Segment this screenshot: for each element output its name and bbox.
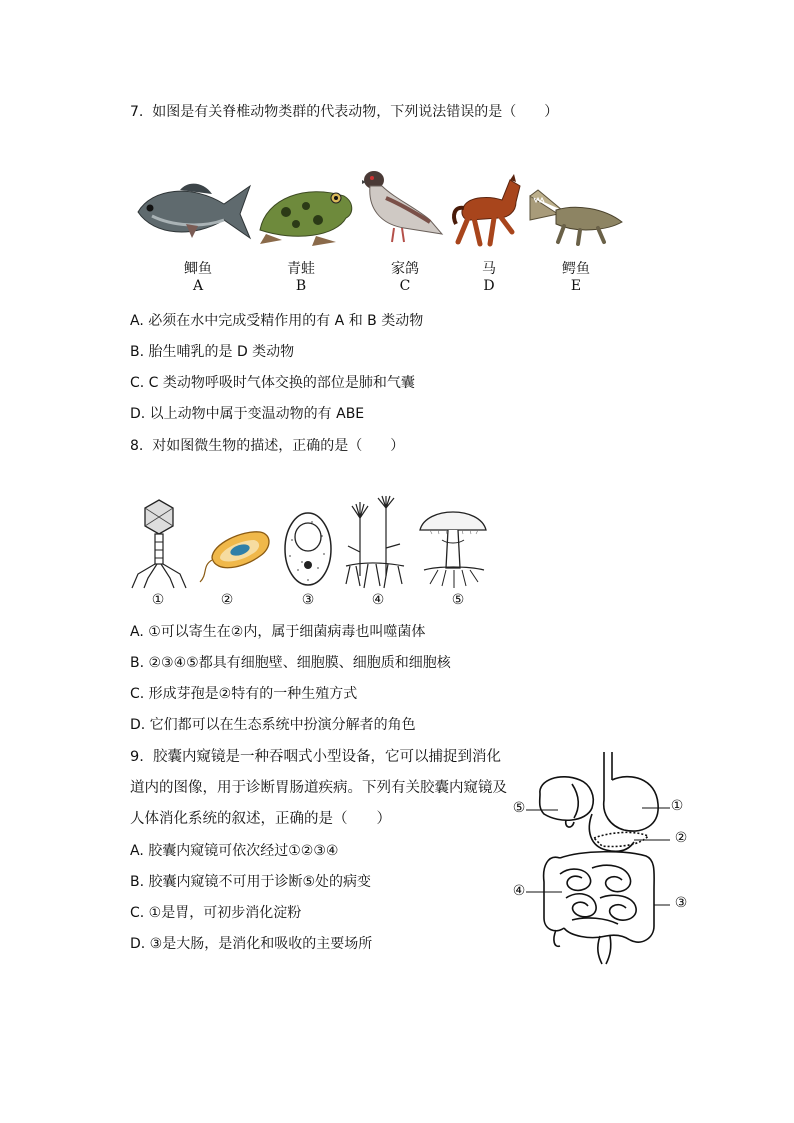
q7-option-c[interactable]: C. C 类动物呼吸时气体交换的部位是肺和气囊 bbox=[130, 375, 415, 391]
pigeon-image bbox=[360, 168, 444, 248]
crocodile-image bbox=[528, 186, 624, 246]
q8-option-b[interactable]: B. ②③④⑤都具有细胞壁、细胞膜、细胞质和细胞核 bbox=[130, 655, 451, 671]
bacterium-image bbox=[198, 524, 272, 586]
animal-letter-e: E bbox=[570, 278, 582, 294]
q9-option-a[interactable]: A. 胶囊内窥镜可依次经过①②③④ bbox=[130, 843, 339, 859]
microbe-label-2: ② bbox=[220, 592, 234, 608]
animal-name-d: 马 bbox=[482, 261, 496, 277]
mold-image bbox=[342, 496, 408, 590]
horse-image bbox=[450, 172, 524, 248]
q8-option-a[interactable]: A. ①可以寄生在②内，属于细菌病毒也叫噬菌体 bbox=[130, 624, 426, 640]
q9-option-b[interactable]: B. 胶囊内窥镜不可用于诊断⑤处的病变 bbox=[130, 874, 372, 890]
digestive-system-diagram bbox=[530, 750, 680, 970]
digestive-label-1: ① bbox=[670, 798, 684, 814]
digestive-label-2: ② bbox=[674, 830, 688, 846]
q8-microbe-figure bbox=[128, 496, 498, 590]
animal-letter-c: C bbox=[399, 278, 411, 294]
q9-stem-line-1: 9. 胶囊内窥镜是一种吞咽式小型设备，它可以捕捉到消化 bbox=[130, 749, 502, 765]
q7-animal-figure bbox=[128, 168, 628, 250]
q9-option-c[interactable]: C. ①是胃，可初步消化淀粉 bbox=[130, 905, 302, 921]
animal-name-c: 家鸽 bbox=[391, 261, 419, 277]
mushroom-image bbox=[418, 500, 488, 588]
animal-letter-b: B bbox=[295, 278, 307, 294]
digestive-label-5: ⑤ bbox=[512, 800, 526, 816]
q8-option-c[interactable]: C. 形成芽孢是②特有的一种生殖方式 bbox=[130, 686, 358, 702]
q8-option-d[interactable]: D. 它们都可以在生态系统中扮演分解者的角色 bbox=[130, 717, 416, 733]
crucian-carp-image bbox=[132, 176, 252, 246]
microbe-label-1: ① bbox=[151, 592, 165, 608]
animal-name-e: 鳄鱼 bbox=[562, 261, 590, 277]
q8-stem: 8. 对如图微生物的描述，正确的是（ ） bbox=[130, 438, 405, 454]
q9-stem-line-3: 人体消化系统的叙述，正确的是（ ） bbox=[130, 811, 391, 827]
q7-option-d[interactable]: D. 以上动物中属于变温动物的有 ABE bbox=[130, 406, 365, 422]
animal-name-b: 青蛙 bbox=[287, 261, 315, 277]
animal-letter-a: A bbox=[192, 278, 204, 294]
q9-stem-line-2: 道内的图像，用于诊断胃肠道疾病。下列有关胶囊内窥镜及 bbox=[130, 780, 507, 796]
microbe-label-4: ④ bbox=[371, 592, 385, 608]
frog-image bbox=[256, 178, 356, 246]
microbe-label-3: ③ bbox=[301, 592, 315, 608]
q7-option-a[interactable]: A. 必须在水中完成受精作用的有 A 和 B 类动物 bbox=[130, 313, 424, 329]
animal-letter-d: D bbox=[483, 278, 495, 294]
digestive-label-4: ④ bbox=[512, 883, 526, 899]
digestive-label-3: ③ bbox=[674, 895, 688, 911]
bacteriophage-image bbox=[130, 498, 188, 590]
yeast-image bbox=[282, 510, 334, 588]
animal-name-a: 鲫鱼 bbox=[184, 261, 212, 277]
q9-option-d[interactable]: D. ③是大肠，是消化和吸收的主要场所 bbox=[130, 936, 373, 952]
q7-option-b[interactable]: B. 胎生哺乳的是 D 类动物 bbox=[130, 344, 295, 360]
q7-stem: 7. 如图是有关脊椎动物类群的代表动物，下列说法错误的是（ ） bbox=[130, 104, 559, 120]
microbe-label-5: ⑤ bbox=[451, 592, 465, 608]
